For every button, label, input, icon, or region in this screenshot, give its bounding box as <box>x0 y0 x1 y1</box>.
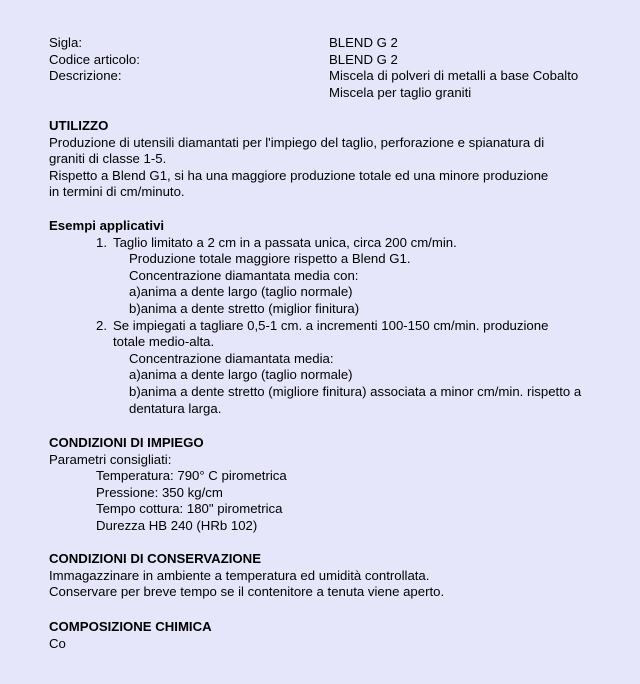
list-item-subline: dentatura larga. <box>129 400 222 416</box>
list-item <box>49 235 619 318</box>
conservazione-line: Immagazzinare in ambiente a temperatura ed umidità controllata. <box>49 567 430 583</box>
section-composizione <box>49 619 619 652</box>
utilizzo-line: graniti di classe 1-5. <box>49 151 167 167</box>
list-item-subline: Concentrazione diamantata media con: <box>129 267 359 283</box>
descrizione-value-2: Miscela per taglio graniti <box>329 84 472 100</box>
section-condizioni-conservazione <box>49 551 619 601</box>
esempi-list <box>49 235 619 418</box>
header-row-codice <box>49 52 629 69</box>
section-esempi <box>49 218 619 417</box>
param-durezza: Durezza HB 240 (HRb 102) <box>96 517 258 533</box>
list-item-line: Taglio limitato a 2 cm in a passata unica, circa 200 cm/min. <box>113 234 457 250</box>
list-item-line: Se impiegati a tagliare 0,5-1 cm. a incrementi 100-150 cm/min. produzione <box>113 317 549 333</box>
codice-label: Codice articolo: <box>49 51 140 67</box>
list-item-number: 1. <box>96 234 107 250</box>
utilizzo-title: UTILIZZO <box>49 118 109 133</box>
param-temperatura: Temperatura: 790° C pirometrica <box>96 468 287 484</box>
conservazione-line: Conservare per breve tempo se il contenitore a tenuta viene aperto. <box>49 584 445 600</box>
utilizzo-line: Produzione di utensili diamantati per l'impiego del taglio, perforazione e spianatura di <box>49 134 545 150</box>
list-item-subline: b)anima a dente stretto (miglior finitura) <box>129 300 360 316</box>
product-header <box>49 35 629 101</box>
section-condizioni-impiego <box>49 435 619 535</box>
list-item-subline: a)anima a dente largo (taglio normale) <box>129 367 353 383</box>
header-row-descrizione-2 <box>49 85 629 102</box>
impiego-intro: Parametri consigliati: <box>49 451 172 467</box>
param-tempo-cottura: Tempo cottura: 180" pirometrica <box>96 501 283 517</box>
codice-value: BLEND G 2 <box>329 51 398 67</box>
sigla-label: Sigla: <box>49 35 82 50</box>
descrizione-value: Miscela di polveri di metalli a base Cobalto <box>329 68 579 84</box>
composizione-title: COMPOSIZIONE CHIMICA <box>49 619 212 634</box>
list-item-line: Produzione totale maggiore rispetto a Blend G1. <box>129 251 411 267</box>
header-row-sigla <box>49 35 629 52</box>
section-utilizzo <box>49 118 619 201</box>
sigla-value: BLEND G 2 <box>329 35 398 50</box>
impiego-title: CONDIZIONI DI IMPIEGO <box>49 435 204 450</box>
list-item-subline: b)anima a dente stretto (migliore finitura) associata a minor cm/min. rispetto a <box>129 383 582 399</box>
utilizzo-line: Rispetto a Blend G1, si ha una maggiore produzione totale ed una minore produzione <box>49 167 549 183</box>
composizione-value: Co <box>49 635 66 651</box>
list-item <box>49 318 619 418</box>
list-item-subline: a)anima a dente largo (taglio normale) <box>129 284 353 300</box>
descrizione-label: Descrizione: <box>49 68 122 84</box>
list-item-subline: Concentrazione diamantata media: <box>129 350 334 366</box>
esempi-title: Esempi applicativi <box>49 218 165 233</box>
param-pressione: Pressione: 350 kg/cm <box>96 484 223 500</box>
list-item-line: totale medio-alta. <box>113 334 215 350</box>
list-item-number: 2. <box>96 317 107 333</box>
utilizzo-line: in termini di cm/minuto. <box>49 184 185 200</box>
header-row-descrizione <box>49 68 629 85</box>
conservazione-title: CONDIZIONI DI CONSERVAZIONE <box>49 551 261 566</box>
